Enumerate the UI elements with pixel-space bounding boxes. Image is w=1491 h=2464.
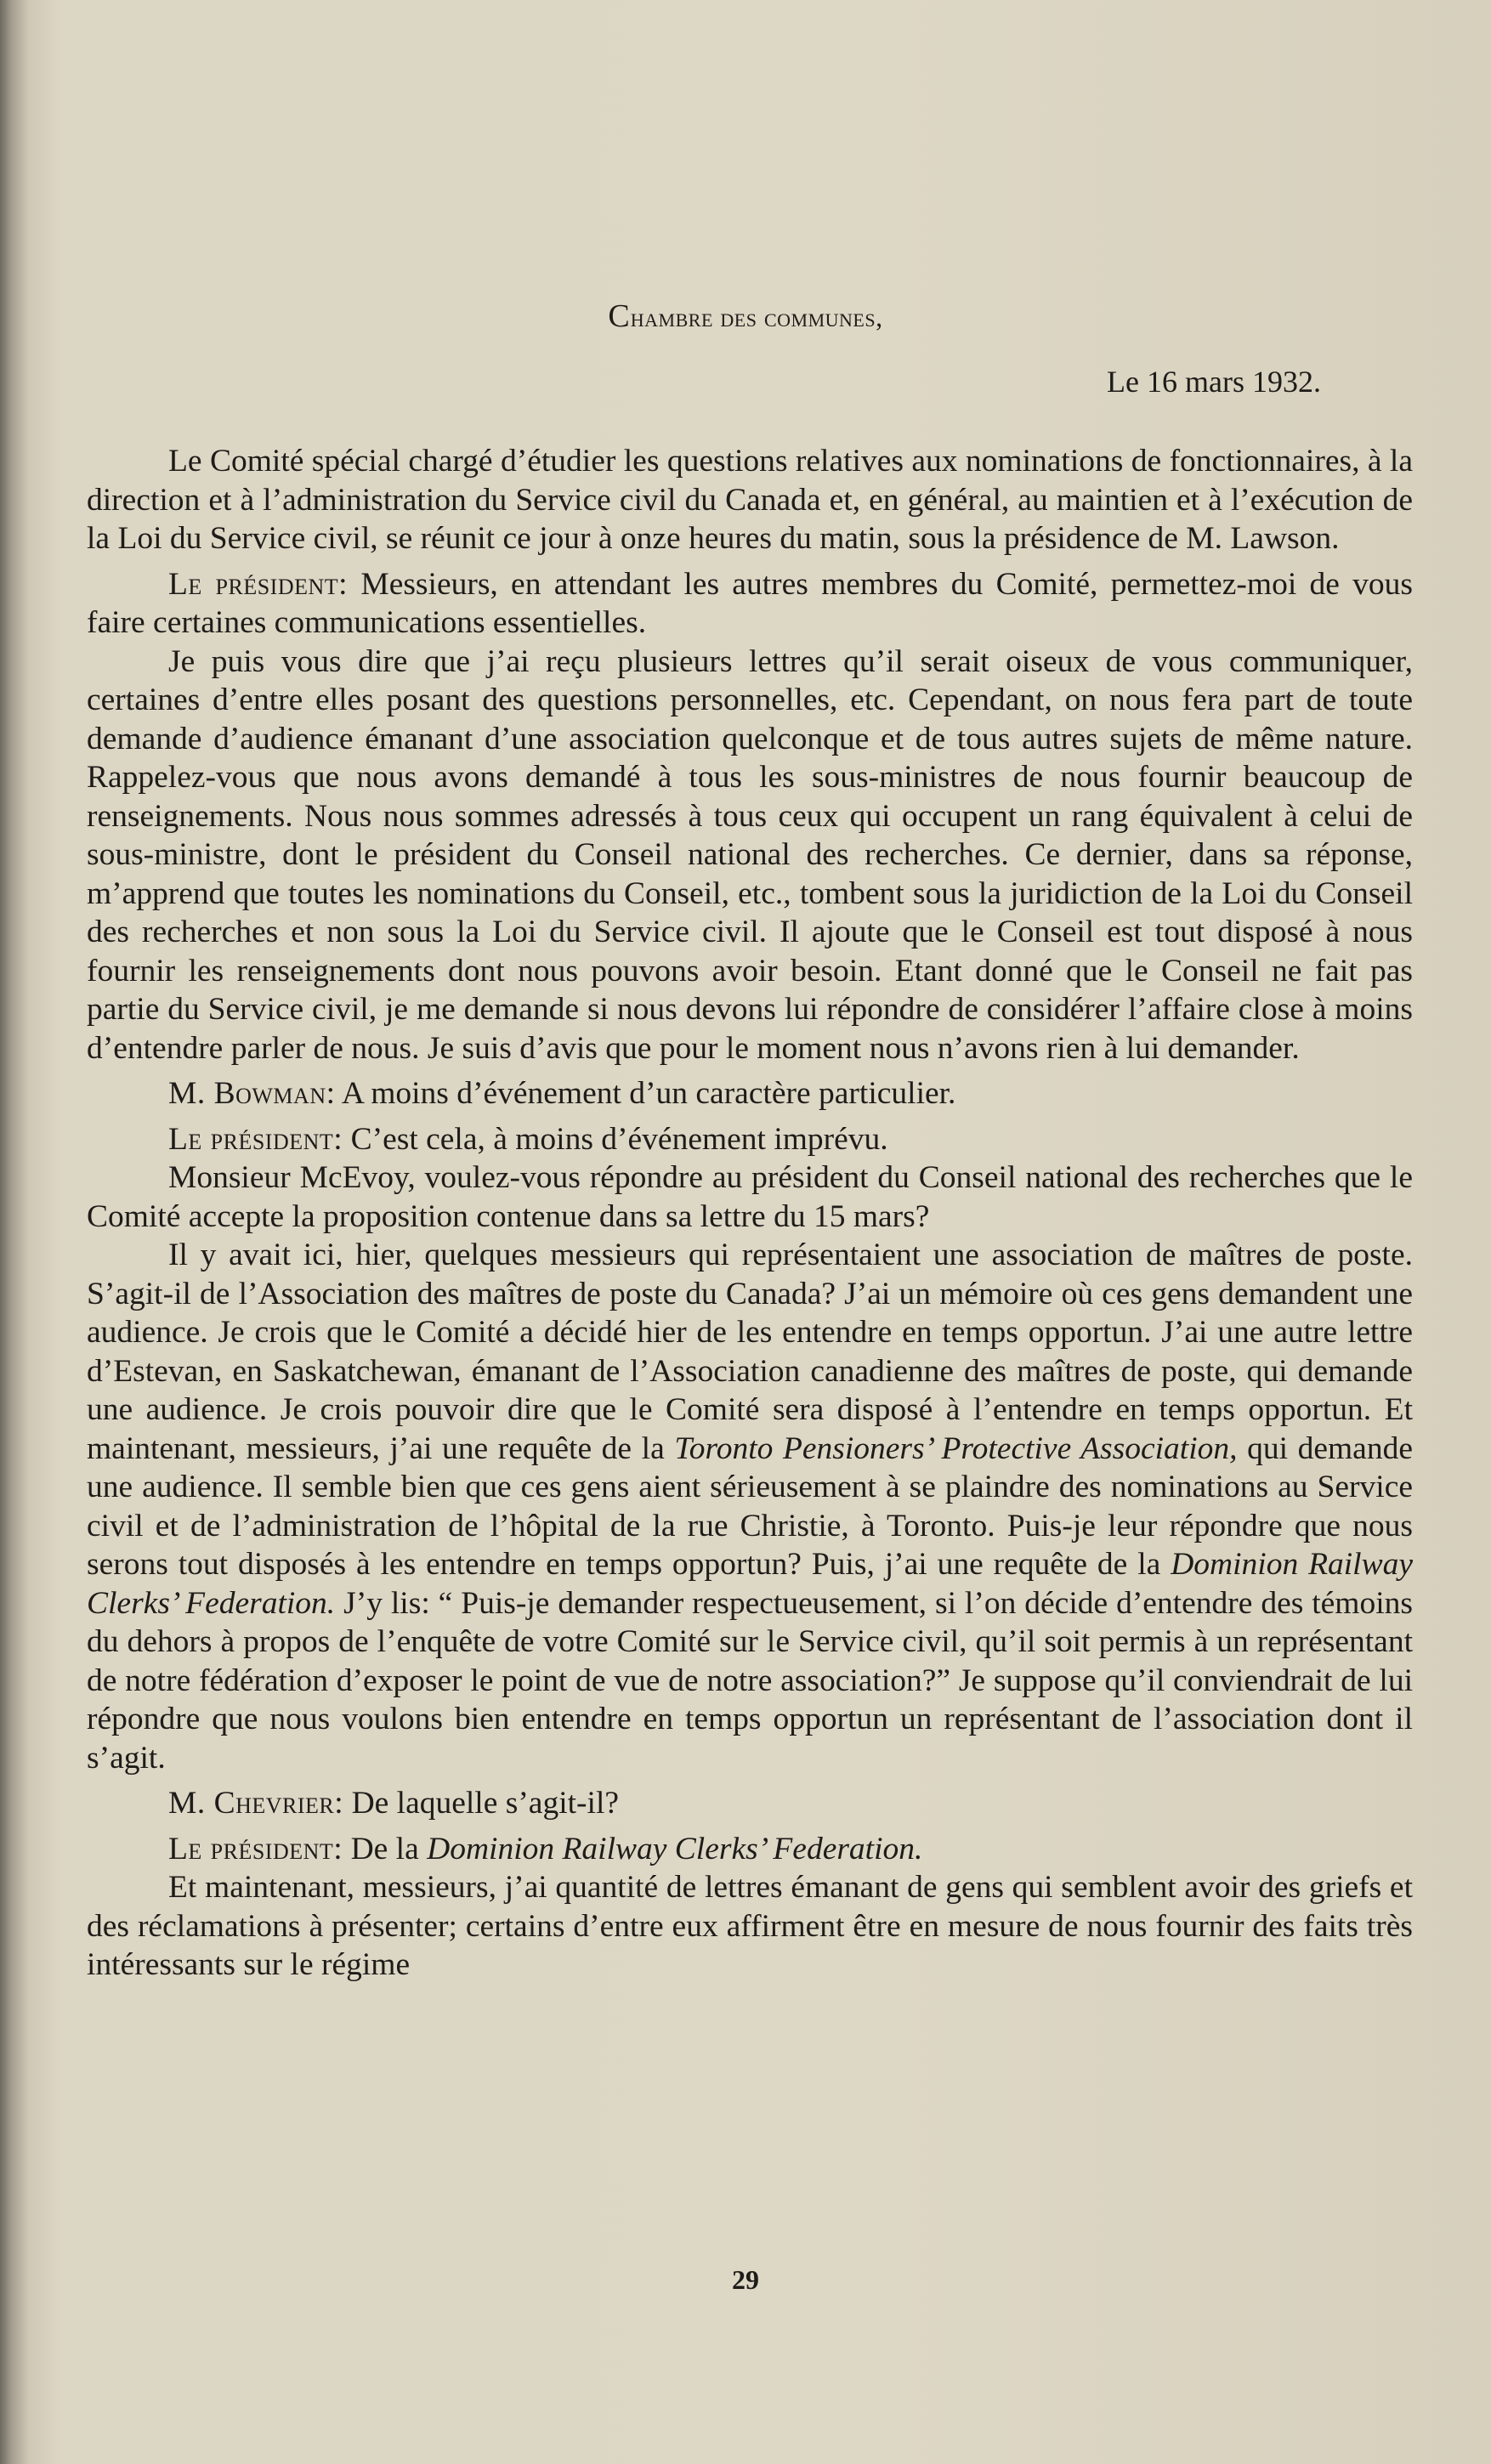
paragraph-4 — [87, 1074, 1413, 1113]
paragraph-text: Monsieur McEvoy, voulez-vous répondre au président du Conseil national des recherches que le Comité accepte la proposition contenue dans sa lettre du 15 mars? — [87, 1160, 1413, 1234]
paragraph-text: Je puis vous dire que j’ai reçu plusieurs lettres qu’il serait oiseux de vous communiquer, certaines d’entre elles posant des questions personnelles, etc. Cependant, on nous fera part de toute demande d’audience émanant d’une association quelconque et de tous autres sujets de même nature. Rappelez-vous que nous avons demandé à tous les sous-ministres de nous fournir beaucoup de renseignements. Nous nous sommes adressés à tous ceux qui occupent un rang équivalent à celui de sous-ministre, dont le président du Conseil national des recherches. Ce dernier, dans sa réponse, m’apprend que toutes les nominations du Conseil, etc., tombent sous la juridiction de la Loi du Conseil des recherches et non sous la Loi du Service civil. Il ajoute que le Conseil est tout disposé à nous fournir les renseignements dont nous pouvons avoir besoin. Etant donné que le Conseil ne fait pas partie du Service civil, je me demande si nous devons lui répondre de considérer l’affaire close à moins d’entendre parler de nous. Je suis d’avis que pour le moment nous n’avons rien à lui demander. — [87, 643, 1413, 1066]
paragraph-6 — [87, 1158, 1413, 1236]
paragraph-1 — [87, 442, 1413, 558]
session-date: Le 16 mars 1932. — [1107, 365, 1321, 399]
paragraph-3 — [87, 643, 1413, 1068]
paragraph-8 — [87, 1784, 1413, 1823]
paragraph-text: Il y avait ici, hier, quelques messieurs qui représentaient une association de maîtres de poste. S’agit-il de l’Association des maîtres de poste du Canada? J’ai un mémoire où ces gens demandent une audience. Je crois que le Comité a décidé hier de les entendre en temps opportun. J’ai une autre lettre d’Estevan, en Saskatchewan, émanant de l’Association canadienne des maîtres de poste, qui demande une audience. Je crois pouvoir dire que le Comité sera disposé à l’entendre en temps opportun. Et maintenant, messieurs, j’ai une requête de la — [87, 1238, 1413, 1466]
organization-name: Toronto Pensioners’ Protective Association, — [674, 1430, 1238, 1466]
header-title: hambre des communes, — [630, 302, 883, 332]
speaker-label: M. Chevrier: — [168, 1786, 344, 1821]
paragraph-text: A moins d’événement d’un caractère particulier. — [335, 1076, 956, 1111]
paragraph-text: Messieurs, en attendant les autres membres du Comité, permettez-moi de vous faire certaines communications essentielles. — [87, 566, 1414, 640]
paragraph-text: qui demande une audience. Il semble bien que ces gens aient sérieusement à se plaindre des nominations au Service civil et de l’administration de l’hôpital de la rue Christie, à Toronto. Puis-je leur répondre que nous serons tout disposés à les entendre en temps opportun? Puis, j’ai une requête de la — [87, 1430, 1413, 1582]
paragraph-text: De la — [343, 1831, 428, 1866]
speaker-label: Le président: — [168, 1831, 343, 1866]
page-header — [0, 297, 1491, 335]
document-body — [87, 442, 1413, 1985]
header-initial: C — [608, 298, 631, 334]
page-number: 29 — [732, 2264, 759, 2295]
paragraph-text: C’est cela, à moins d’événement imprévu. — [343, 1121, 888, 1157]
paragraph-text: Et maintenant, messieurs, j’ai quantité de lettres émanant de gens qui semblent avoir des griefs et des réclamations à présenter; certains d’entre eux affirment être en mesure de nous fournir des faits très intéressants sur le régime — [87, 1870, 1413, 1982]
speaker-label: Le président: — [168, 1121, 343, 1157]
organization-name: Dominion Railway Clerks’ Federation. — [427, 1831, 923, 1866]
paragraph-text: Le Comité spécial chargé d’étudier les questions relatives aux nominations de fonctionnaires, à la direction et à l’administration du Service civil du Canada et, en général, au maintien et à l’exécution de la Loi du Service civil, se réunit ce jour à onze heures du matin, sous la présidence de M. Lawson. — [87, 444, 1413, 556]
paragraph-5 — [87, 1120, 1413, 1159]
paragraph-9 — [87, 1830, 1413, 1869]
paragraph-text: De laquelle s’agit-il? — [343, 1786, 620, 1821]
organization-name: Dominion Railway Clerks’ Federation. — [87, 1547, 1413, 1621]
paragraph-7 — [87, 1236, 1413, 1777]
paragraph-2 — [87, 565, 1413, 643]
speaker-label: M. Bowman: — [168, 1076, 336, 1111]
speaker-label: Le président: — [168, 566, 349, 602]
paragraph-text: J’y lis: “ Puis-je demander respectueusement, si l’on décide d’entendre des témoins du dehors à propos de l’enquête de votre Comité sur le Service civil, qu’il soit permis à un représentant de notre fédération d’exposer le point de vue de notre association?” Je suppose qu’il conviendrait de lui répondre que nous voulons bien entendre en temps opportun un représentant de l’association dont il s’agit. — [87, 1585, 1413, 1776]
paragraph-10 — [87, 1868, 1413, 1985]
